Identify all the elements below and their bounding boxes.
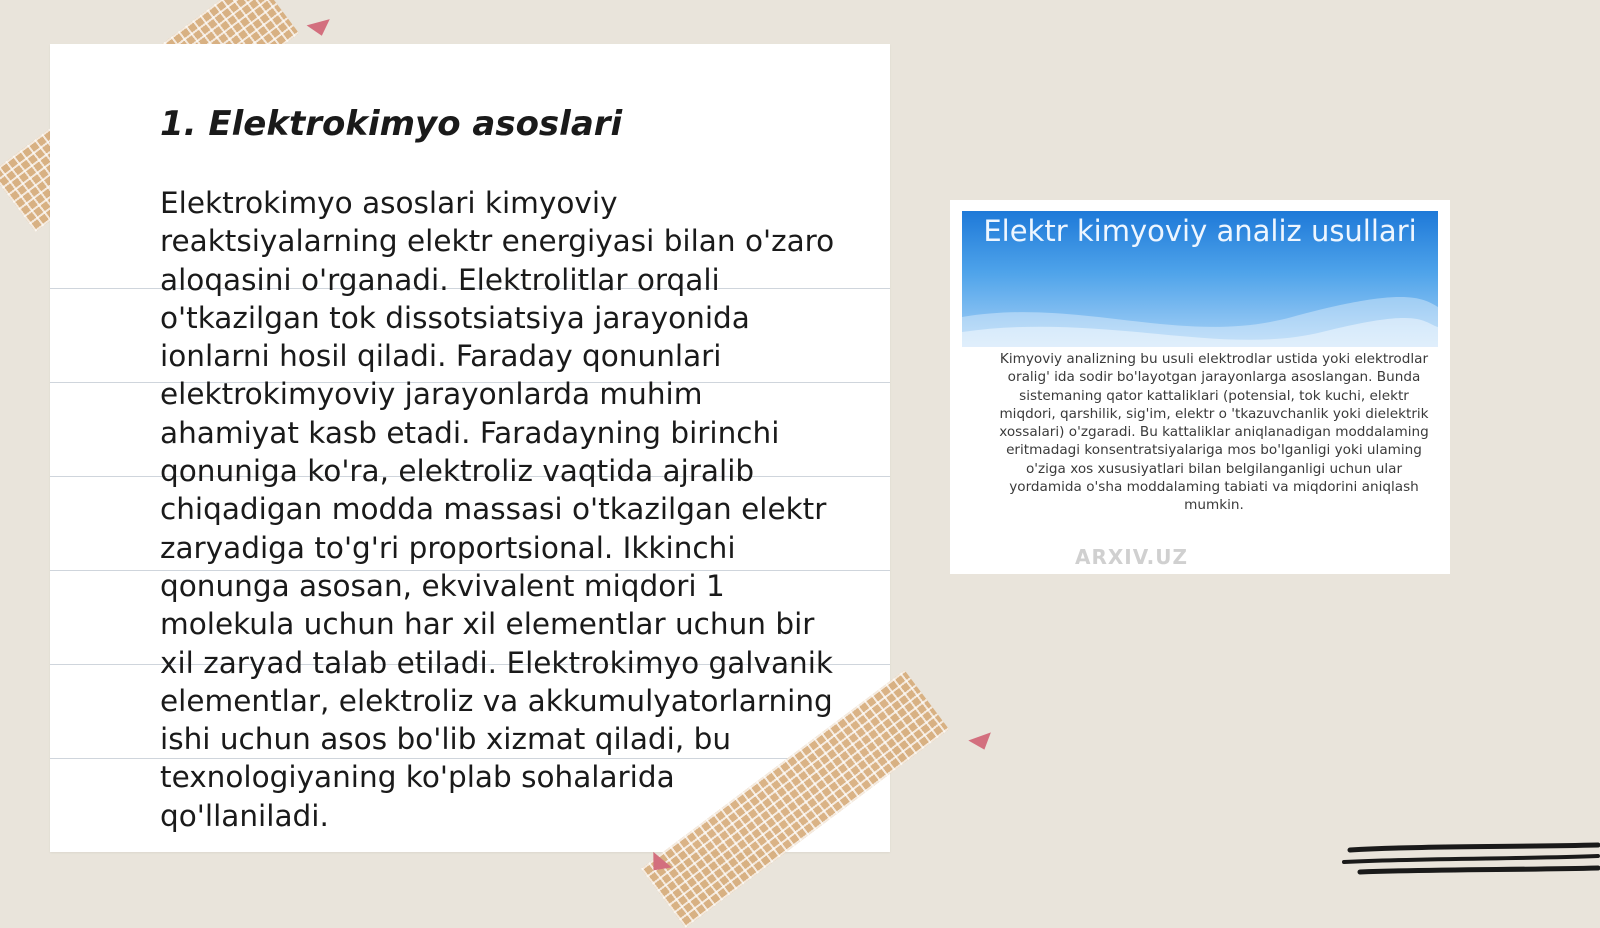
image-heading: Elektr kimyoviy analiz usullari [983, 214, 1417, 248]
slide-body-text: Elektrokimyo asoslari kimyoviy reaktsiyalarning elektr energiyasi bilan o'zaro aloqasini o'rganadi. Elektrolitlar orqali o'tkazilgan tok dissotsiatsiya jarayonida ionlarni hosil qiladi. Faraday qonunlari elektrokimyoviy jarayonlarda muhim ahamiyat kasb etadi. Faradayning birinchi qonuniga ko'ra, elektroliz vaqtida ajralib chiqadigan modda massasi o'tkazilgan elektr zaryadiga to'g'ri proportsional. Ikkinchi qonunga asosan, ekvivalent miqdori 1 molekula uchun har xil elementlar uchun bir xil zaryad talab etiladi. Elektrokimyo galvanik elementlar, elektroliz va akkumulyatorlarning ishi uchun asos bo'lib xizmat qiladi, bu texnologiyaning ko'plab sohalarida qo'llaniladi. [160, 186, 835, 833]
tape-corner-accent [968, 732, 995, 753]
image-watermark: ARXIV.UZ [1075, 545, 1188, 569]
tape-corner-accent [307, 19, 334, 39]
brush-strokes-decoration [1340, 842, 1600, 888]
reference-image [950, 200, 1450, 574]
image-header-banner [962, 211, 1438, 347]
image-text: Kimyoviy analizning bu usuli elektrodlar ustida yoki elektrodlar oralig' ida sodir bo'layotgan jarayonlarga asoslangan. Bunda sistemaning qator kattaliklari (potensial, tok kuchi, elektr miqdori, qarshilik, sig'im, elektr o 'tkazuvchanlik yoki dielektrik xossalari) o'zgaradi. Bu kattaliklar aniqlanadigan moddalaming eritmadagi konsentratsiyalariga mos bo'lganligi yoki ulaming o'ziga xos xususiyatlari bilan belgilanganligi uchun ular yordamida o'sha moddalaming tabiati va miqdorini aniqlash mumkin. [999, 351, 1429, 514]
wave-decoration [962, 277, 1438, 347]
notebook-paper [50, 44, 890, 852]
slide-title: 1. Elektrokimyo asoslari [160, 104, 623, 144]
